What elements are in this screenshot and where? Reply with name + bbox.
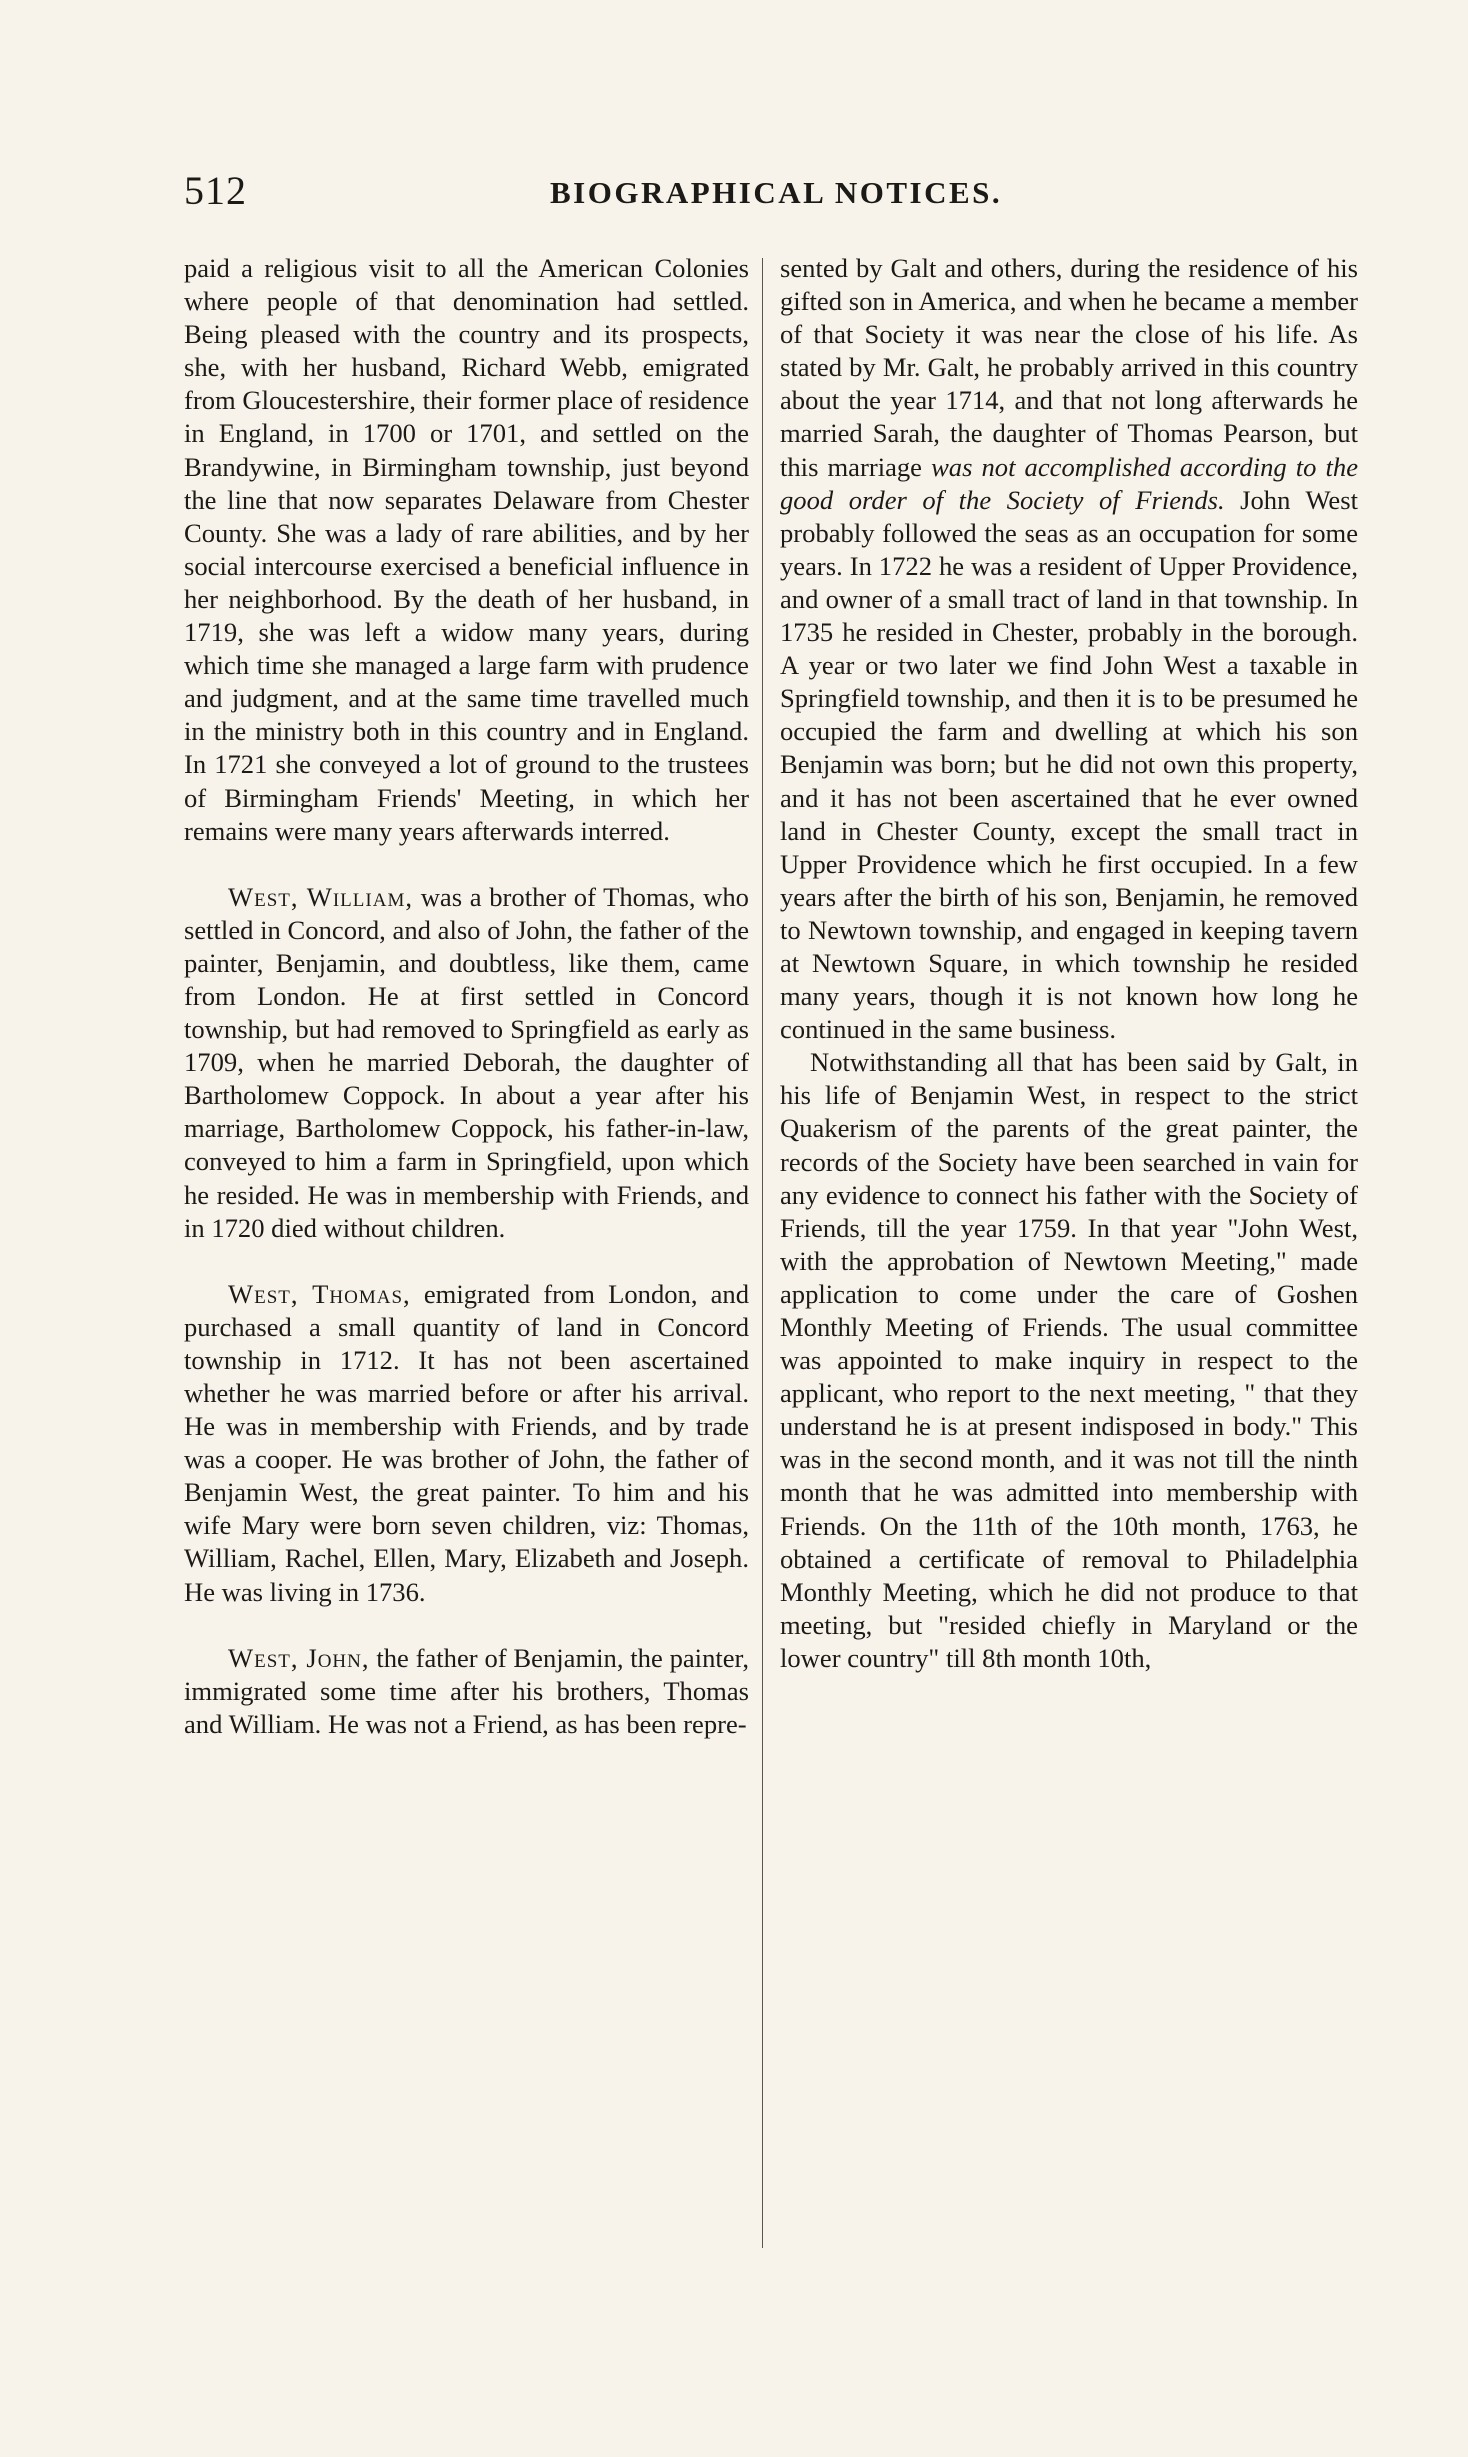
paragraph-text: John West probably followed the seas as an occupation for some years. In 1722 he was a resident of Upper Providence, and owner of a small tract of land in that township. In 1735 he resided in Chester, probably in the borough. A year or two later we find John West a taxable in Springfield township, and then it is to be presumed he occupied the farm and dwelling at which his son Benjamin was born; but he did not own this property, and it has not been ascertained that he ever owned land in Chester County, except the small tract in Upper Providence which he first occupied. In a few years after the birth of his son, Benjamin, he removed to Newtown township, and engaged in keeping tavern at Newtown Square, in which township he resided many years, though it is not known how long he continued in the same business. (780, 484, 1358, 1045)
entry-west-thomas (184, 1278, 749, 1609)
italic-phrase: was not accomplished according to the good order of the Society of Friends. (780, 451, 1359, 515)
left-column (184, 252, 749, 1741)
continued-paragraph: paid a religious visit to all the American Colonies where people of that denomination had settled. Being pleased with the country and its prospects, she, with her husband, Richard Webb, emigrated from Gloucestershire, their former place of residence in England, in 1700 or 1701, and settled on the Brandywine, in Birmingham township, just beyond the line that now separates Delaware from Chester County. She was a lady of rare abilities, and by her social intercourse exercised a beneficial influence in her neighborhood. By the death of her husband, in 1719, she was left a widow many years, during which time she managed a large farm with prudence and judgment, and at the same time travelled much in the ministry both in this country and in England. In 1721 she conveyed a lot of ground to the trustees of Birmingham Friends' Meeting, in which her remains were many years afterwards interred. (184, 253, 749, 846)
entry-name: West, John, (228, 1642, 370, 1673)
entry-west-john (184, 1642, 749, 1741)
entry-name: West, William, (228, 881, 413, 912)
column-divider (762, 258, 763, 2248)
paragraph-text: sented by Galt and others, during the residence of his gifted son in America, and when he became a member of that Society it was near the close of his life. As stated by Mr. Galt, he probably arrived in this country about the year 1714, and that not long afterwards he married Sarah, the daughter of Thomas Pearson, but this marriage (780, 253, 1358, 482)
running-title: BIOGRAPHICAL NOTICES. (550, 175, 1003, 210)
john-west-continued-paragraph (780, 252, 1358, 1046)
entry-text: emigrated from London, and purchased a small quantity of land in Concord township in 1712. It has not been ascertained whether he was married before or after his arrival. He was in membership with Friends, and by trade was a cooper. He was brother of John, the father of Benjamin West, the great painter. To him and his wife Mary were born seven children, viz: Thomas, William, Rachel, Ellen, Mary, Elizabeth and Joseph. He was living in 1736. (184, 1278, 750, 1607)
right-column (780, 252, 1358, 1675)
entry-text: the father of Benjamin, the painter, immigrated some time after his brothers, Thomas and William. He was not a Friend, as has been repre- (184, 1642, 749, 1739)
notwithstanding-paragraph: Notwithstanding all that has been said by Galt, in his life of Benjamin West, in respect to the strict Quakerism of the parents of the great painter, the records of the Society have been searched in vain for any evidence to connect his father with the Society of Friends, till the year 1759. In that year "John West, with the approbation of Newtown Meeting," made application to come under the care of Goshen Monthly Meeting of Friends. The usual committee was appointed to make inquiry in respect to the applicant, who report to the next meeting, " that they understand he is at present indisposed in body." This was in the second month, and it was not till the ninth month that he was admitted into membership with Friends. On the 11th of the 10th month, 1763, he obtained a certificate of removal to Philadelphia Monthly Meeting, which he did not produce to that meeting, but "resided chiefly in Maryland or the lower country" till 8th month 10th, (780, 1047, 1358, 1673)
entry-name: West, Thomas, (228, 1278, 411, 1309)
page-number: 512 (184, 168, 247, 213)
page-header (184, 167, 1300, 219)
entry-west-william (184, 881, 749, 1245)
entry-text: was a brother of Thomas, who settled in Concord, and also of John, the father of the painter, Benjamin, and doubtless, like them, came from London. He at first settled in Concord township, but had removed to Springfield as early as 1709, when he married Deborah, the daughter of Bartholomew Coppock. In about a year after his marriage, Bartholomew Coppock, his father-in-law, conveyed to him a farm in Springfield, upon which he resided. He was in membership with Friends, and in 1720 died without children. (184, 881, 749, 1243)
